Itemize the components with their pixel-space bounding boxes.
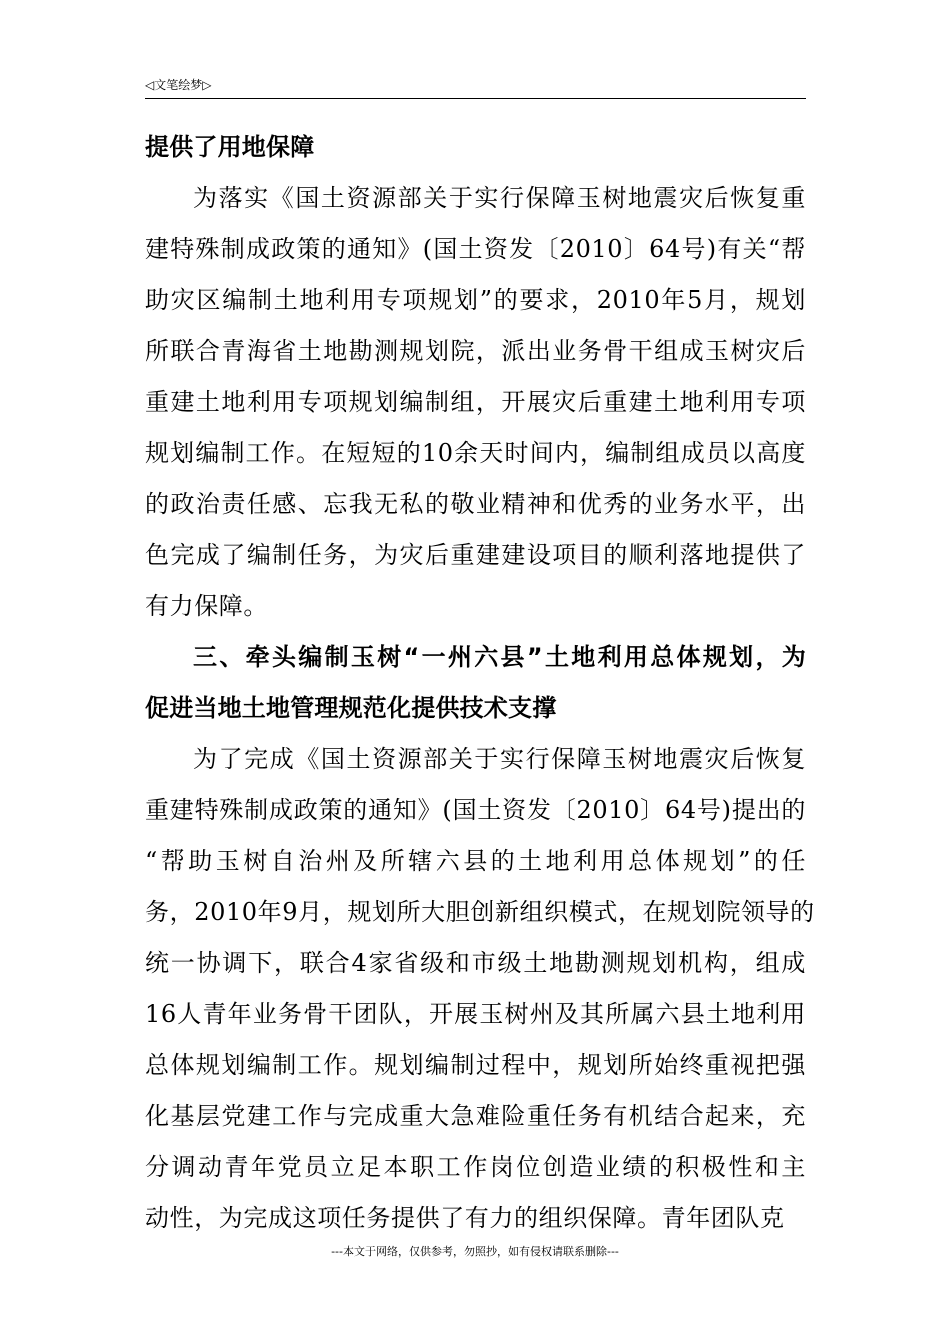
left-triangle-icon: ◁ [145, 78, 155, 92]
text-line: 的政治责任感、忘我无私的敬业精神和优秀的业务水平，出 [145, 490, 806, 518]
text-line: 务，2010年9月，规划所大胆创新组织模式，在规划院领导的 [145, 898, 815, 926]
text-line: 动性，为完成这项任务提供了有力的组织保障。青年团队克 [145, 1204, 785, 1232]
text-line: 化基层党建工作与完成重大急难险重任务有机结合起来，充 [145, 1102, 806, 1130]
heading-line: 三、牵头编制玉树“一州六县”土地利用总体规划，为 [193, 643, 806, 671]
text-line: 总体规划编制工作。规划编制过程中，规划所始终重视把强 [145, 1051, 806, 1079]
paragraph [145, 734, 815, 1244]
document-body [145, 122, 815, 1244]
text-line: 16人青年业务骨干团队，开展玉树州及其所属六县土地利用 [145, 1000, 806, 1028]
page-header [145, 74, 806, 99]
text-line: 色完成了编制任务，为灾后重建建设项目的顺利落地提供了 [145, 541, 806, 569]
text-line: 统一协调下，联合4家省级和市级土地勘测规划机构，组成 [145, 949, 806, 977]
paragraph [145, 173, 806, 632]
page-footer: ---本文于网络，仅供参考，勿照抄，如有侵权请联系删除--- [331, 1245, 619, 1258]
text-line: 规划编制工作。在短短的10余天时间内，编制组成员以高度 [145, 439, 806, 467]
heading-line: 提供了用地保障 [145, 133, 315, 161]
text-line: 为了完成《国土资源部关于实行保障玉树地震灾后恢复 [193, 745, 806, 773]
text-line: “帮助玉树自治州及所辖六县的土地利用总体规划”的任 [145, 847, 806, 875]
text-line: 所联合青海省土地勘测规划院，派出业务骨干组成玉树灾后 [145, 337, 806, 365]
text-line: 重建土地利用专项规划编制组，开展灾后重建土地利用专项 [145, 388, 806, 416]
header-title: 文笔绘梦 [154, 78, 203, 92]
text-line: 建特殊制成政策的通知》(国土资发〔2010〕64号)有关“帮 [145, 235, 806, 263]
section-heading [145, 632, 806, 734]
right-triangle-icon: ▷ [202, 78, 212, 92]
text-line: 分调动青年党员立足本职工作岗位创造业绩的积极性和主 [145, 1153, 806, 1181]
text-line: 为落实《国土资源部关于实行保障玉树地震灾后恢复重 [193, 184, 806, 212]
text-line: 有力保障。 [145, 592, 268, 620]
text-line: 重建特殊制成政策的通知》(国土资发〔2010〕64号)提出的 [145, 796, 806, 824]
section-heading [145, 122, 806, 173]
heading-line: 促进当地土地管理规范化提供技术支撑 [145, 694, 557, 722]
text-line: 助灾区编制土地利用专项规划”的要求，2010年5月，规划 [145, 286, 806, 314]
